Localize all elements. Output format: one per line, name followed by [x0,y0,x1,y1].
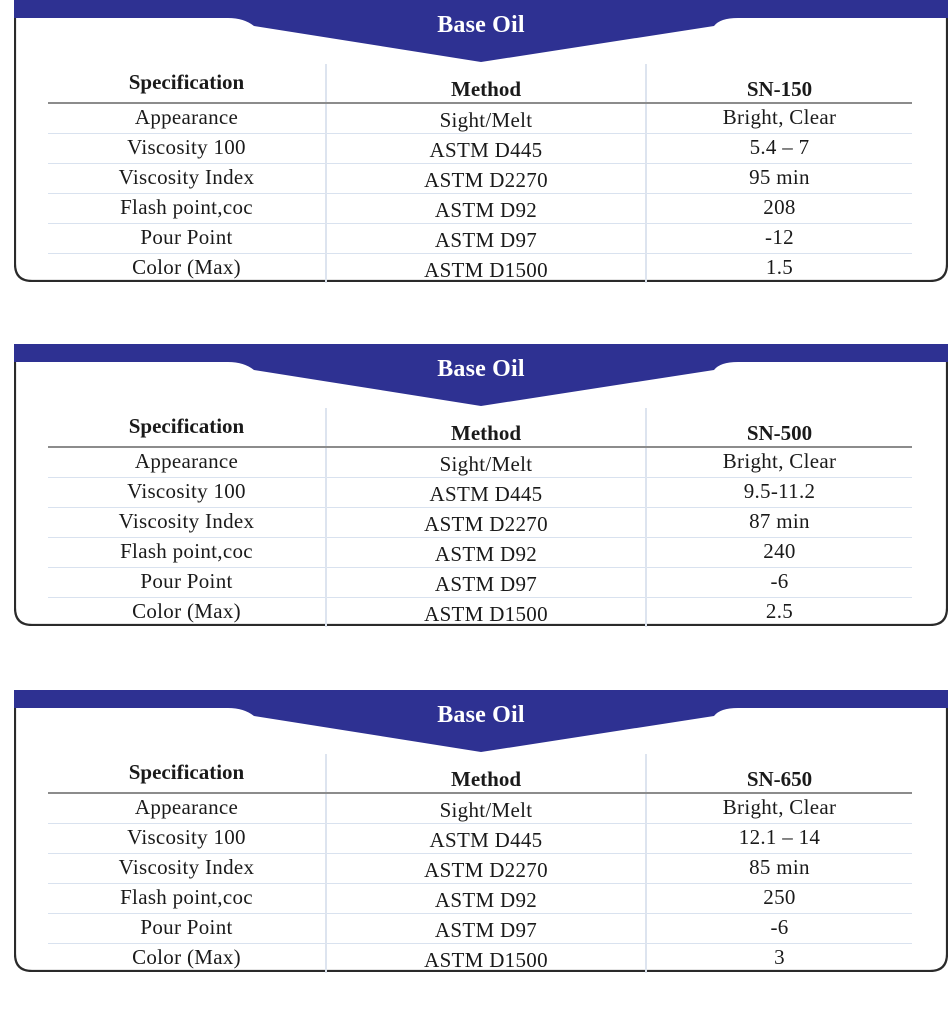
cell-value: Bright, Clear [646,103,912,134]
table-row [48,224,912,254]
cell-method: ASTM D97 [326,224,646,254]
header-specification: Specification [48,64,326,103]
cell-value: 87 min [646,508,912,538]
table-row [48,103,912,134]
cell-value: 208 [646,194,912,224]
cell-method: ASTM D92 [326,194,646,224]
cell-spec: Viscosity 100 [48,824,326,854]
header-specification: Specification [48,408,326,447]
cell-spec: Appearance [48,103,326,134]
table-row [48,914,912,944]
cell-value: 3 [774,945,785,969]
cell-method: ASTM D1500 [326,254,646,284]
table-row [48,824,912,854]
cell-method: Sight/Melt [326,447,646,478]
cell-method: ASTM D1500 [326,944,646,974]
cell-method: Sight/Melt [326,103,646,134]
cell-value: 12.1 – 14 [646,824,912,854]
cell-value: 2.5 [765,599,794,623]
cell-spec: Flash point,coc [48,538,326,568]
spec-table [48,64,912,283]
spec-table [48,408,912,627]
table-row [48,508,912,538]
header-grade: SN-650 [646,754,912,793]
cell-value: Bright, Clear [646,447,912,478]
header-grade: SN-150 [646,64,912,103]
card-title: Base Oil [437,12,525,38]
table-row [48,538,912,568]
cell-method: ASTM D445 [326,478,646,508]
cell-spec: Viscosity Index [48,854,326,884]
cell-method: Sight/Melt [326,793,646,824]
cell-value: 5.4 – 7 [646,134,912,164]
cell-value: 85 min [646,854,912,884]
spec-card-sn-500 [14,344,948,626]
cell-spec: Viscosity 100 [48,134,326,164]
cell-spec: Appearance [48,447,326,478]
cell-method: ASTM D97 [326,568,646,598]
cell-value: 1.5 [765,255,794,279]
table-row [48,793,912,824]
header-method: Method [326,408,646,447]
cell-spec: Pour Point [48,568,326,598]
cell-spec: Appearance [48,793,326,824]
table-row [48,164,912,194]
cell-method: ASTM D445 [326,134,646,164]
cell-value: 9.5-11.2 [646,478,912,508]
table-row [48,944,912,974]
table-row [48,447,912,478]
cell-method: ASTM D1500 [326,598,646,628]
cell-value: -6 [646,568,912,598]
cell-spec: Viscosity 100 [48,478,326,508]
spec-card-sn-150 [14,0,948,282]
cell-method: ASTM D2270 [326,854,646,884]
cell-method: ASTM D2270 [326,508,646,538]
cell-method: ASTM D445 [326,824,646,854]
table-row [48,568,912,598]
cell-value: 95 min [646,164,912,194]
cell-spec: Color (Max) [48,254,326,284]
table-header-row [48,64,912,103]
header-grade: SN-500 [646,408,912,447]
table-header-row [48,408,912,447]
cell-spec: Flash point,coc [48,884,326,914]
card-title: Base Oil [437,702,525,728]
header-specification: Specification [48,754,326,793]
cell-spec: Color (Max) [48,598,326,628]
spec-card-sn-650 [14,690,948,972]
cell-value: 250 [646,884,912,914]
card-title: Base Oil [437,356,525,382]
table-row [48,194,912,224]
cell-method: ASTM D2270 [326,164,646,194]
cell-value: -6 [646,914,912,944]
cell-spec: Pour Point [48,914,326,944]
cell-spec: Viscosity Index [48,164,326,194]
table-row [48,478,912,508]
cell-method: ASTM D92 [326,538,646,568]
cell-spec: Viscosity Index [48,508,326,538]
table-row [48,598,912,628]
table-row [48,884,912,914]
table-header-row [48,754,912,793]
table-row [48,134,912,164]
header-method: Method [326,754,646,793]
cell-value: Bright, Clear [646,793,912,824]
cell-method: ASTM D97 [326,914,646,944]
table-row [48,254,912,284]
header-method: Method [326,64,646,103]
cell-spec: Pour Point [48,224,326,254]
spec-table [48,754,912,973]
cell-value: 240 [646,538,912,568]
cell-value: -12 [646,224,912,254]
cell-spec: Color (Max) [48,944,326,974]
cell-method: ASTM D92 [326,884,646,914]
table-row [48,854,912,884]
cell-spec: Flash point,coc [48,194,326,224]
